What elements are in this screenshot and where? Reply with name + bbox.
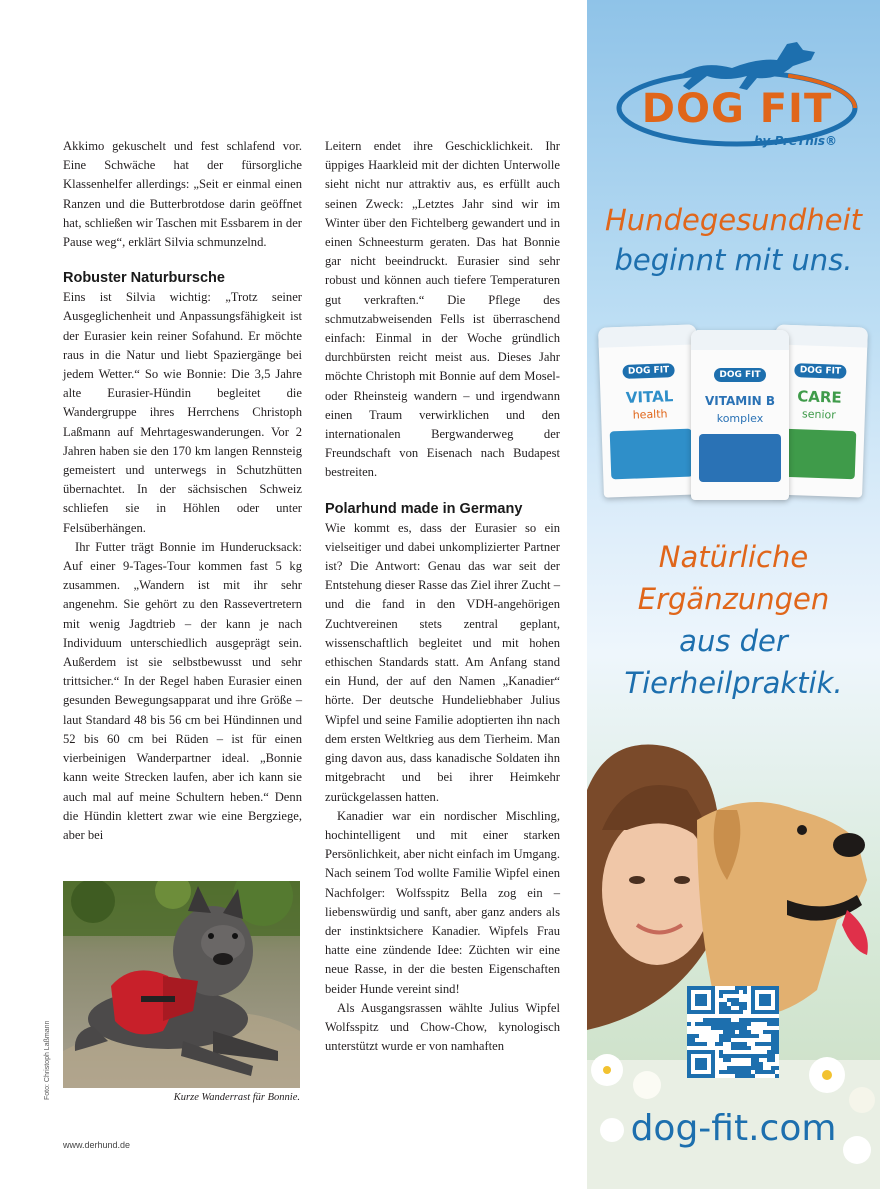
running-dog-icon — [682, 42, 815, 90]
article-column-2 — [325, 137, 560, 1056]
pack-sub: komplex — [716, 412, 764, 425]
paragraph: Akkimo gekuschelt und fest schlafend vor. Eine Schwäche hat der fürsorgliche Klassenhelfer allerdings: „Seit er einmal einen Ranzen und die Butterbrotdose darin geöffnet hat, schließen wir Taschen mit Essbarem in der Pause weg“, erklärt Silvia schmunzelnd. — [63, 139, 302, 250]
pack-brand: DOG FIT — [714, 368, 765, 382]
pack-name: CARE — [796, 387, 842, 407]
ad-slogan — [587, 200, 880, 280]
dogfit-advertisement — [587, 0, 880, 1189]
tagline-line-2: Ergänzungen — [637, 582, 830, 616]
paragraph: Leitern endet ihre Geschicklichkeit. Ihr üppiges Haarkleid mit der dichten Unterwolle sieht nicht nur attraktiv aus, es erfüllt auch seinen Zweck: „Letztes Jahr sind wir im Winter über den Fichtelberg gewandert und in einen Schneesturm geraten. Das hat Bonnie gar nicht beeindruckt. Eurasier sind sehr robust und können auch tiefere Temperaturen gut verkraften.“ Die Pflege des schmutzabweisenden Fells ist überraschend einfach: Einmal in der Woche gründlich durchbürsten reicht meist aus. Dieses Jahr möchte Christoph mit Bonnie auf dem Mosel- oder Rheinsteig wandern – und irgendwann einen Traum verwirklichen und den internationalen Bergwanderweg der Freundschaft von Eisenach nach Budapest bestreiten. — [325, 139, 560, 480]
tagline-line-1: Natürliche — [658, 540, 809, 574]
logo-subtext: by PreThis® — [753, 134, 837, 148]
dogfit-logo — [607, 30, 867, 160]
paragraph: Als Ausgangsrassen wählte Julius Wipfel Wolfsspitz und Chow-Chow, kynologisch unterstützt wurde er von namhaften — [325, 1000, 560, 1054]
ad-website-link[interactable]: dog-fit.com — [630, 1108, 837, 1149]
dog-photo — [63, 881, 300, 1088]
article-column-1 — [63, 137, 302, 845]
slogan-line-2: beginnt mit uns. — [614, 243, 853, 277]
tagline-line-3: aus der — [679, 624, 788, 658]
pack-sub: senior — [801, 407, 836, 422]
ad-tagline — [587, 536, 880, 704]
paragraph: Wie kommt es, dass der Eurasier so ein vielseitiger und dabei unkomplizierter Partner ist? Die Antwort: Genau das war seit der Entstehung dieser Rasse das Ziel ihrer Zucht – und die fand in den VDH-angehörigen Zuchtvereinen stets zentral geplant, wissenschaftlich begleitet und mit hohen ethischen Standards statt. Am Anfang stand ein Hund, der auf den Namen „Kanadier“ hörte. Der deutsche Hundeliebhaber Julius Wipfel und seine Familie adoptierten ihn nach dem ersten Weltkrieg aus dem Tierheim. Man ging davon aus, dass kanadische Soldaten ihn mitgebracht und bei ihrer Heimkehr zurückgelassen hatten. — [325, 520, 560, 804]
product-pack-vital — [598, 324, 702, 497]
logo-text: DOG FIT — [641, 86, 833, 132]
paragraph: Ihr Futter trägt Bonnie im Hunderucksack: Auf einer 9-Tages-Tour kommen fast 5 kg zusammen. „Wandern ist mit ihr sehr angenehm. Sie gehört zu den Rassevertretern mit wenig Jagdtrieb – der kann je nach Individuum unterschiedlich ausgeprägt sein. Außerdem ist sie selbstbewusst und sehr trittsicher.“ In der Regel haben Eurasier einen gesunden Bewegungsapparat und ihre Größe – laut Standard 48 bis 56 cm bei Hündinnen und 52 bis 60 cm bei Rüden – ist für einen vierbeinigen Wanderpartner ideal. „Bonnie kann weite Strecken laufen, aber ich kann sie auch mal auf meine Schultern heben.“ Denn die Hündin klettert zwar wie eine Bergziege, aber bei — [63, 539, 302, 842]
paragraph: Kanadier war ein nordischer Mischling, hochintelligent und mit einer starken Persönlichkeit, aber nicht einfach im Umgang. Nach seinem Tod wollte Familie Wipfel einen Nachfolger: Wolfsspitz Bella zog ein – liebenswürdig und sanft, aber ganz anders als der instinktsichere Kanadier. Wipfels Frau hatte eine zündende Idee: Züchten wir eine neue Rasse, in der die besten Eigenschaften beider Hunde vereint sind! — [325, 808, 560, 996]
pack-name: VITAMIN B — [704, 394, 776, 408]
pack-brand: DOG FIT — [623, 363, 675, 379]
pack-sub: health — [632, 407, 668, 422]
photo-caption: Kurze Wanderrast für Bonnie. — [173, 1092, 300, 1103]
photo-credit: Foto: Christoph Laßmann — [44, 1020, 51, 1100]
section-heading: Robuster Naturbursche — [63, 270, 225, 287]
tagline-line-4: Tierheilpraktik. — [624, 666, 843, 700]
product-pack-vitamin-b — [691, 330, 789, 500]
pack-name: VITAL — [625, 387, 674, 407]
section-heading: Polarhund made in Germany — [325, 500, 523, 517]
qr-code[interactable] — [687, 986, 779, 1078]
footer-url: www.derhund.de — [63, 1140, 131, 1150]
pack-brand: DOG FIT — [795, 363, 847, 379]
paragraph: Eins ist Silvia wichtig: „Trotz seiner Ausgeglichenheit und Anpassungsfähigkeit ist der Eurasier kein reiner Sofahund. Er möchte raus in die Natur und liebt Spaziergänge bei jedem Wetter.“ So wie Bonnie: Die 3,5 Jahre alte Eurasier-Hündin begleitet die Wandergruppe ihres Herrchens Christoph Laßmann auf Mehrtageswanderungen. Vor 2 Jahren haben sie den 170 km langen Rennsteig gemeistert und unterwegs in Schutzhütten übernachtet. In der sächsischen Schweiz schliefen sie in Höhlen oder unter Felsüberhängen. — [63, 290, 302, 535]
slogan-line-1: Hundegesundheit — [605, 203, 862, 237]
